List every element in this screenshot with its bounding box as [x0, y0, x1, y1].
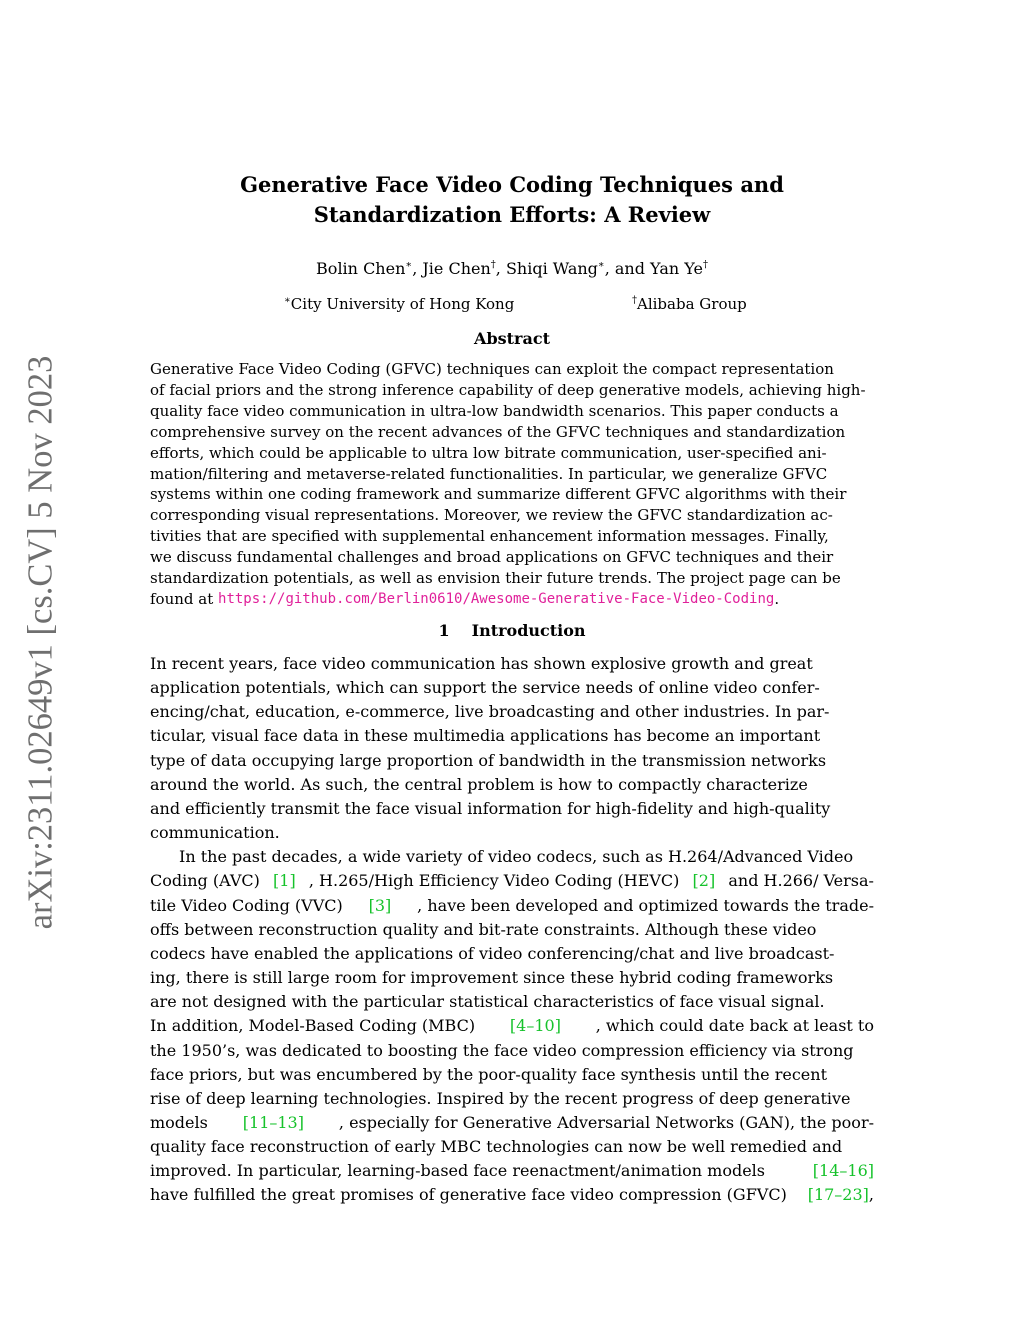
body-line: application potentials, which can support the service needs of online video confer-: [150, 678, 820, 698]
body-line: [150, 869, 874, 893]
body-line: encing/chat, education, e-commerce, live broadcasting and other industries. In par-: [150, 702, 830, 722]
author-name: , and Yan Ye: [604, 259, 703, 278]
body-line: quality face reconstruction of early MBC technologies can now be well remedied and: [150, 1137, 843, 1157]
body-text: In addition, Model-Based Coding (MBC): [150, 1016, 476, 1036]
body-line: are not designed with the particular statistical characteristics of face visual signal.: [150, 992, 825, 1012]
body-line: [150, 1111, 874, 1135]
affiliation-mark: ∗: [597, 259, 605, 271]
body-line: the 1950’s, was dedicated to boosting the face video compression efficiency via strong: [150, 1040, 854, 1060]
abstract-line: systems within one coding framework and summarize different GFVC algorithms with their: [150, 485, 847, 504]
section-heading-introduction: [150, 620, 874, 642]
section-number: 1: [438, 621, 450, 640]
introduction-body: [150, 652, 874, 1208]
body-text: Coding (AVC): [150, 871, 260, 891]
arxiv-identifier: arXiv:2311.02649v1 [cs.CV] 5 Nov 2023: [21, 355, 60, 929]
body-text: , H.265/High Efficiency Video Coding (HEVC): [308, 871, 680, 891]
body-line: type of data occupying large proportion of bandwidth in the transmission networks: [150, 750, 827, 770]
body-text: and H.266/ Versa-: [728, 871, 874, 891]
body-text: , which could date back at least to: [595, 1016, 874, 1036]
affiliation-name: Alibaba Group: [637, 295, 747, 313]
abstract-text-prefix: found at: [150, 589, 219, 608]
abstract-line: standardization potentials, as well as envision their future trends. The project page can be: [150, 569, 841, 588]
abstract-line: [150, 589, 874, 610]
body-text: , have been developed and optimized towards the trade-: [417, 895, 874, 915]
body-text: tile Video Coding (VVC): [150, 895, 343, 915]
body-line: ticular, visual face data in these multimedia applications has become an important: [150, 726, 821, 746]
affiliation-mark: ∗: [405, 259, 413, 271]
abstract-line: Generative Face Video Coding (GFVC) techniques can exploit the compact representation: [150, 360, 834, 378]
citation-link[interactable]: [2]: [692, 871, 716, 891]
author-name: , Jie Chen: [412, 259, 491, 278]
abstract-line: corresponding visual representations. Moreover, we review the GFVC standardization ac-: [150, 506, 833, 525]
affiliation-name: City University of Hong Kong: [290, 295, 515, 313]
body-line: offs between reconstruction quality and bit-rate constraints. Although these video: [150, 919, 817, 939]
abstract-heading: Abstract: [474, 329, 550, 348]
abstract-line: of facial priors and the strong inference capability of deep generative models, achieving high-: [150, 380, 866, 399]
affiliation-mark: †: [490, 259, 496, 271]
affiliation-city-university: [284, 293, 514, 315]
citation-link[interactable]: [4–10]: [509, 1016, 561, 1036]
body-line: rise of deep learning technologies. Inspired by the recent progress of deep generative: [150, 1088, 851, 1108]
abstract-text-suffix: .: [774, 589, 780, 608]
body-line: and efficiently transmit the face visual information for high-fidelity and high-quality: [150, 798, 831, 818]
body-line: around the world. As such, the central problem is how to compactly characterize: [150, 774, 808, 794]
abstract-line: efforts, which could be applicable to ultra low bitrate communication, user-specified ani-: [150, 443, 827, 462]
citation-link[interactable]: [1]: [273, 871, 296, 891]
affiliation-alibaba: [632, 293, 747, 315]
abstract-line: mation/filtering and metaverse-related functionalities. In particular, we generalize GFVC: [150, 464, 828, 483]
author-list: [150, 258, 874, 280]
body-line: communication.: [150, 823, 280, 843]
body-line: [150, 1183, 874, 1207]
affiliation-mark: ∗: [284, 295, 291, 306]
abstract-line: we discuss fundamental challenges and broad applications on GFVC techniques and their: [150, 548, 834, 567]
affiliation-mark: †: [702, 259, 708, 271]
body-text: improved. In particular, learning-based face reenactment/animation models: [150, 1161, 765, 1181]
author-name: Bolin Chen: [316, 259, 406, 278]
body-line: In recent years, face video communication has shown explosive growth and great: [150, 654, 813, 673]
affiliation-mark: †: [632, 295, 637, 306]
body-text: have fulfilled the great promises of generative face video compression (GFVC): [150, 1185, 787, 1205]
body-text: , especially for Generative Adversarial Networks (GAN), the poor-: [338, 1112, 874, 1132]
section-title: Introduction: [471, 621, 586, 640]
body-line: [150, 1014, 874, 1038]
abstract-text: [150, 359, 874, 610]
citation-group: [808, 1183, 874, 1207]
arxiv-sidebar: [21, 355, 61, 929]
body-line: codecs have enabled the applications of video conferencing/chat and live broadcast-: [150, 943, 835, 963]
citation-link[interactable]: [3]: [368, 895, 392, 915]
body-line: [150, 1159, 874, 1183]
body-line: In the past decades, a wide variety of video codecs, such as H.264/Advanced Video: [179, 847, 854, 867]
abstract-line: quality face video communication in ultra-low bandwidth scenarios. This paper conducts a: [150, 401, 839, 420]
body-line: ing, there is still large room for improvement since these hybrid coding frameworks: [150, 968, 834, 988]
body-text: ,: [868, 1185, 874, 1205]
author-name: , Shiqi Wang: [495, 259, 598, 278]
paper-title: [150, 170, 874, 230]
citation-link[interactable]: [14–16]: [812, 1161, 874, 1181]
citation-link[interactable]: [11–13]: [242, 1112, 304, 1132]
title-line-2: Standardization Efforts: A Review: [313, 202, 711, 227]
title-line-1: Generative Face Video Coding Techniques and: [240, 172, 784, 197]
abstract-line: comprehensive survey on the recent advances of the GFVC techniques and standardization: [150, 422, 846, 441]
citation-link[interactable]: [17–23]: [807, 1185, 869, 1205]
body-text: models: [150, 1112, 208, 1132]
body-line: face priors, but was encumbered by the poor-quality face synthesis until the recent: [150, 1064, 827, 1084]
body-line: [150, 894, 874, 918]
project-page-link[interactable]: https://github.com/Berlin0610/Awesome-Generative-Face-Video-Coding: [218, 590, 775, 607]
abstract-line: tivities that are specified with supplemental enhancement information messages. Finally,: [150, 527, 829, 546]
